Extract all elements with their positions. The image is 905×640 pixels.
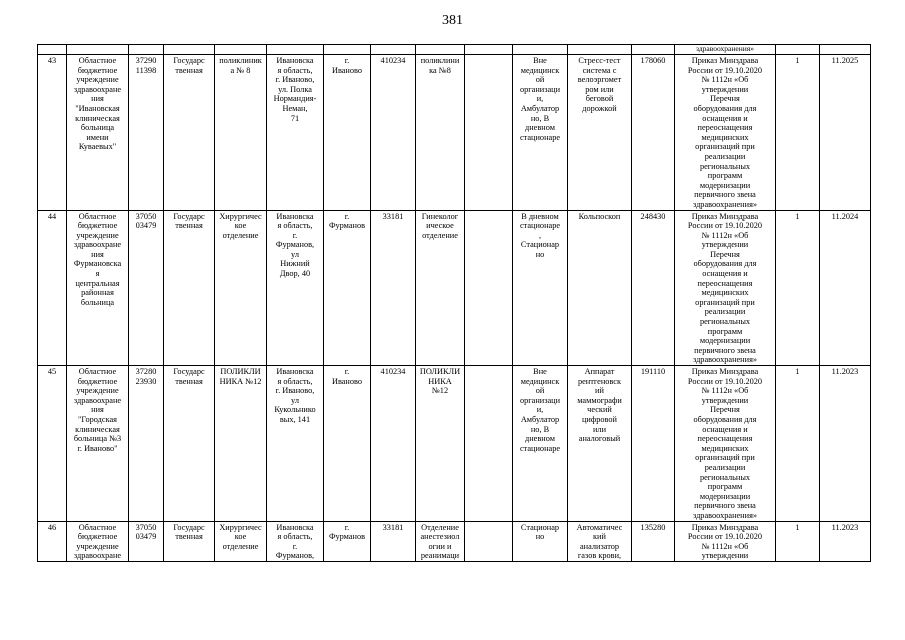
quantity: 1 [776,521,820,561]
row-number: 44 [38,210,67,366]
city: г. Фурманов [324,210,371,366]
row-number: 46 [38,521,67,561]
deadline: 11.2024 [820,210,871,366]
quantity: 1 [776,210,820,366]
equipment-name: Стресс-тест система с велоэргомет ром или беговой дорожкой [568,55,632,211]
empty-cell [465,55,513,211]
territory-code: 410234 [371,366,416,522]
city: г. Иваново [324,55,371,211]
equipment-code: 248430 [632,210,675,366]
department: поликлини ка №8 [416,55,465,211]
quantity: 1 [776,366,820,522]
address: Ивановска я область, г. Иваново, ул. Полка Нормандия-Неман, 71 [267,55,324,211]
table-row [38,210,871,366]
department: ПОЛИКЛИ НИКА №12 [416,366,465,522]
ownership-form: Государс твенная [164,521,215,561]
table-row [38,521,871,561]
row-number: 45 [38,366,67,522]
care-conditions: Вне медицинск ой организаци и, Амбулатор но, В дневном стационаре [513,366,568,522]
deadline: 11.2025 [820,55,871,211]
department: Гинеколог ическое отделение [416,210,465,366]
organization-code: 37280 23930 [129,366,164,522]
care-conditions: Вне медицинск ой организаци и, Амбулатор но, В дневном стационаре [513,55,568,211]
territory-code: 410234 [371,55,416,211]
equipment-name: Аппарат рентгеновск ий маммографи ческий цифровой или аналоговый [568,366,632,522]
order-fragment: здравоохранения» [675,45,776,55]
legal-basis: Приказ Минздрава России от 19.10.2020 № 1112н «Об утверждении Перечня оборудования для оснащения и переоснащения медицинских организаций при реализации региональных программ модернизации первичного звена здравоохранения» [675,366,776,522]
structural-unit: поликлиник а № 8 [215,55,267,211]
deadline: 11.2023 [820,521,871,561]
ownership-form: Государс твенная [164,366,215,522]
equipment-name: Кольпоскоп [568,210,632,366]
empty-cell [465,521,513,561]
structural-unit: Хирургичес кое отделение [215,521,267,561]
organization-name: Областное бюджетное учреждение здравоохране ния Фурмановска я центральная районная больница [67,210,129,366]
empty-cell [465,366,513,522]
organization-name: Областное бюджетное учреждение здравоохране ния "Городская клиническая больница №3 г. Иваново" [67,366,129,522]
address: Ивановска я область, г. Фурманов, ул Нижний Двор, 40 [267,210,324,366]
legal-basis: Приказ Минздрава России от 19.10.2020 № 1112н «Об утверждении [675,521,776,561]
empty-cell [465,210,513,366]
continuation-row [38,45,871,55]
organization-code: 37290 11398 [129,55,164,211]
equipment-code: 135280 [632,521,675,561]
table-row [38,366,871,522]
legal-basis: Приказ Минздрава России от 19.10.2020 № 1112н «Об утверждении Перечня оборудования для оснащения и переоснащения медицинских организаций при реализации региональных программ модернизации первичного звена здравоохранения» [675,55,776,211]
row-number: 43 [38,55,67,211]
organization-name: Областное бюджетное учреждение здравоохране ния "Ивановская клиническая больница имени Куваевых" [67,55,129,211]
ownership-form: Государс твенная [164,55,215,211]
structural-unit: Хирургичес кое отделение [215,210,267,366]
legal-basis: Приказ Минздрава России от 19.10.2020 № 1112н «Об утверждении Перечня оборудования для оснащения и переоснащения медицинских организаций при реализации региональных программ модернизации первичного звена здравоохранения» [675,210,776,366]
address: Ивановска я область, г. Иваново, ул Кукольнико вых, 141 [267,366,324,522]
city: г. Иваново [324,366,371,522]
organization-name: Областное бюджетное учреждение здравоохране [67,521,129,561]
deadline: 11.2023 [820,366,871,522]
territory-code: 33181 [371,210,416,366]
city: г. Фурманов [324,521,371,561]
care-conditions: В дневном стационаре , Стационар но [513,210,568,366]
department: Отделение анестезиол огии и реанимаци [416,521,465,561]
equipment-code: 178060 [632,55,675,211]
organization-code: 37050 03479 [129,521,164,561]
equipment-registry-table [37,44,871,562]
table-row [38,55,871,211]
organization-code: 37050 03479 [129,210,164,366]
equipment-name: Автоматичес кий анализатор газов крови, [568,521,632,561]
care-conditions: Стационар но [513,521,568,561]
page-number: 381 [442,13,463,28]
territory-code: 33181 [371,521,416,561]
ownership-form: Государс твенная [164,210,215,366]
structural-unit: ПОЛИКЛИ НИКА №12 [215,366,267,522]
equipment-code: 191110 [632,366,675,522]
address: Ивановска я область, г. Фурманов, [267,521,324,561]
quantity: 1 [776,55,820,211]
